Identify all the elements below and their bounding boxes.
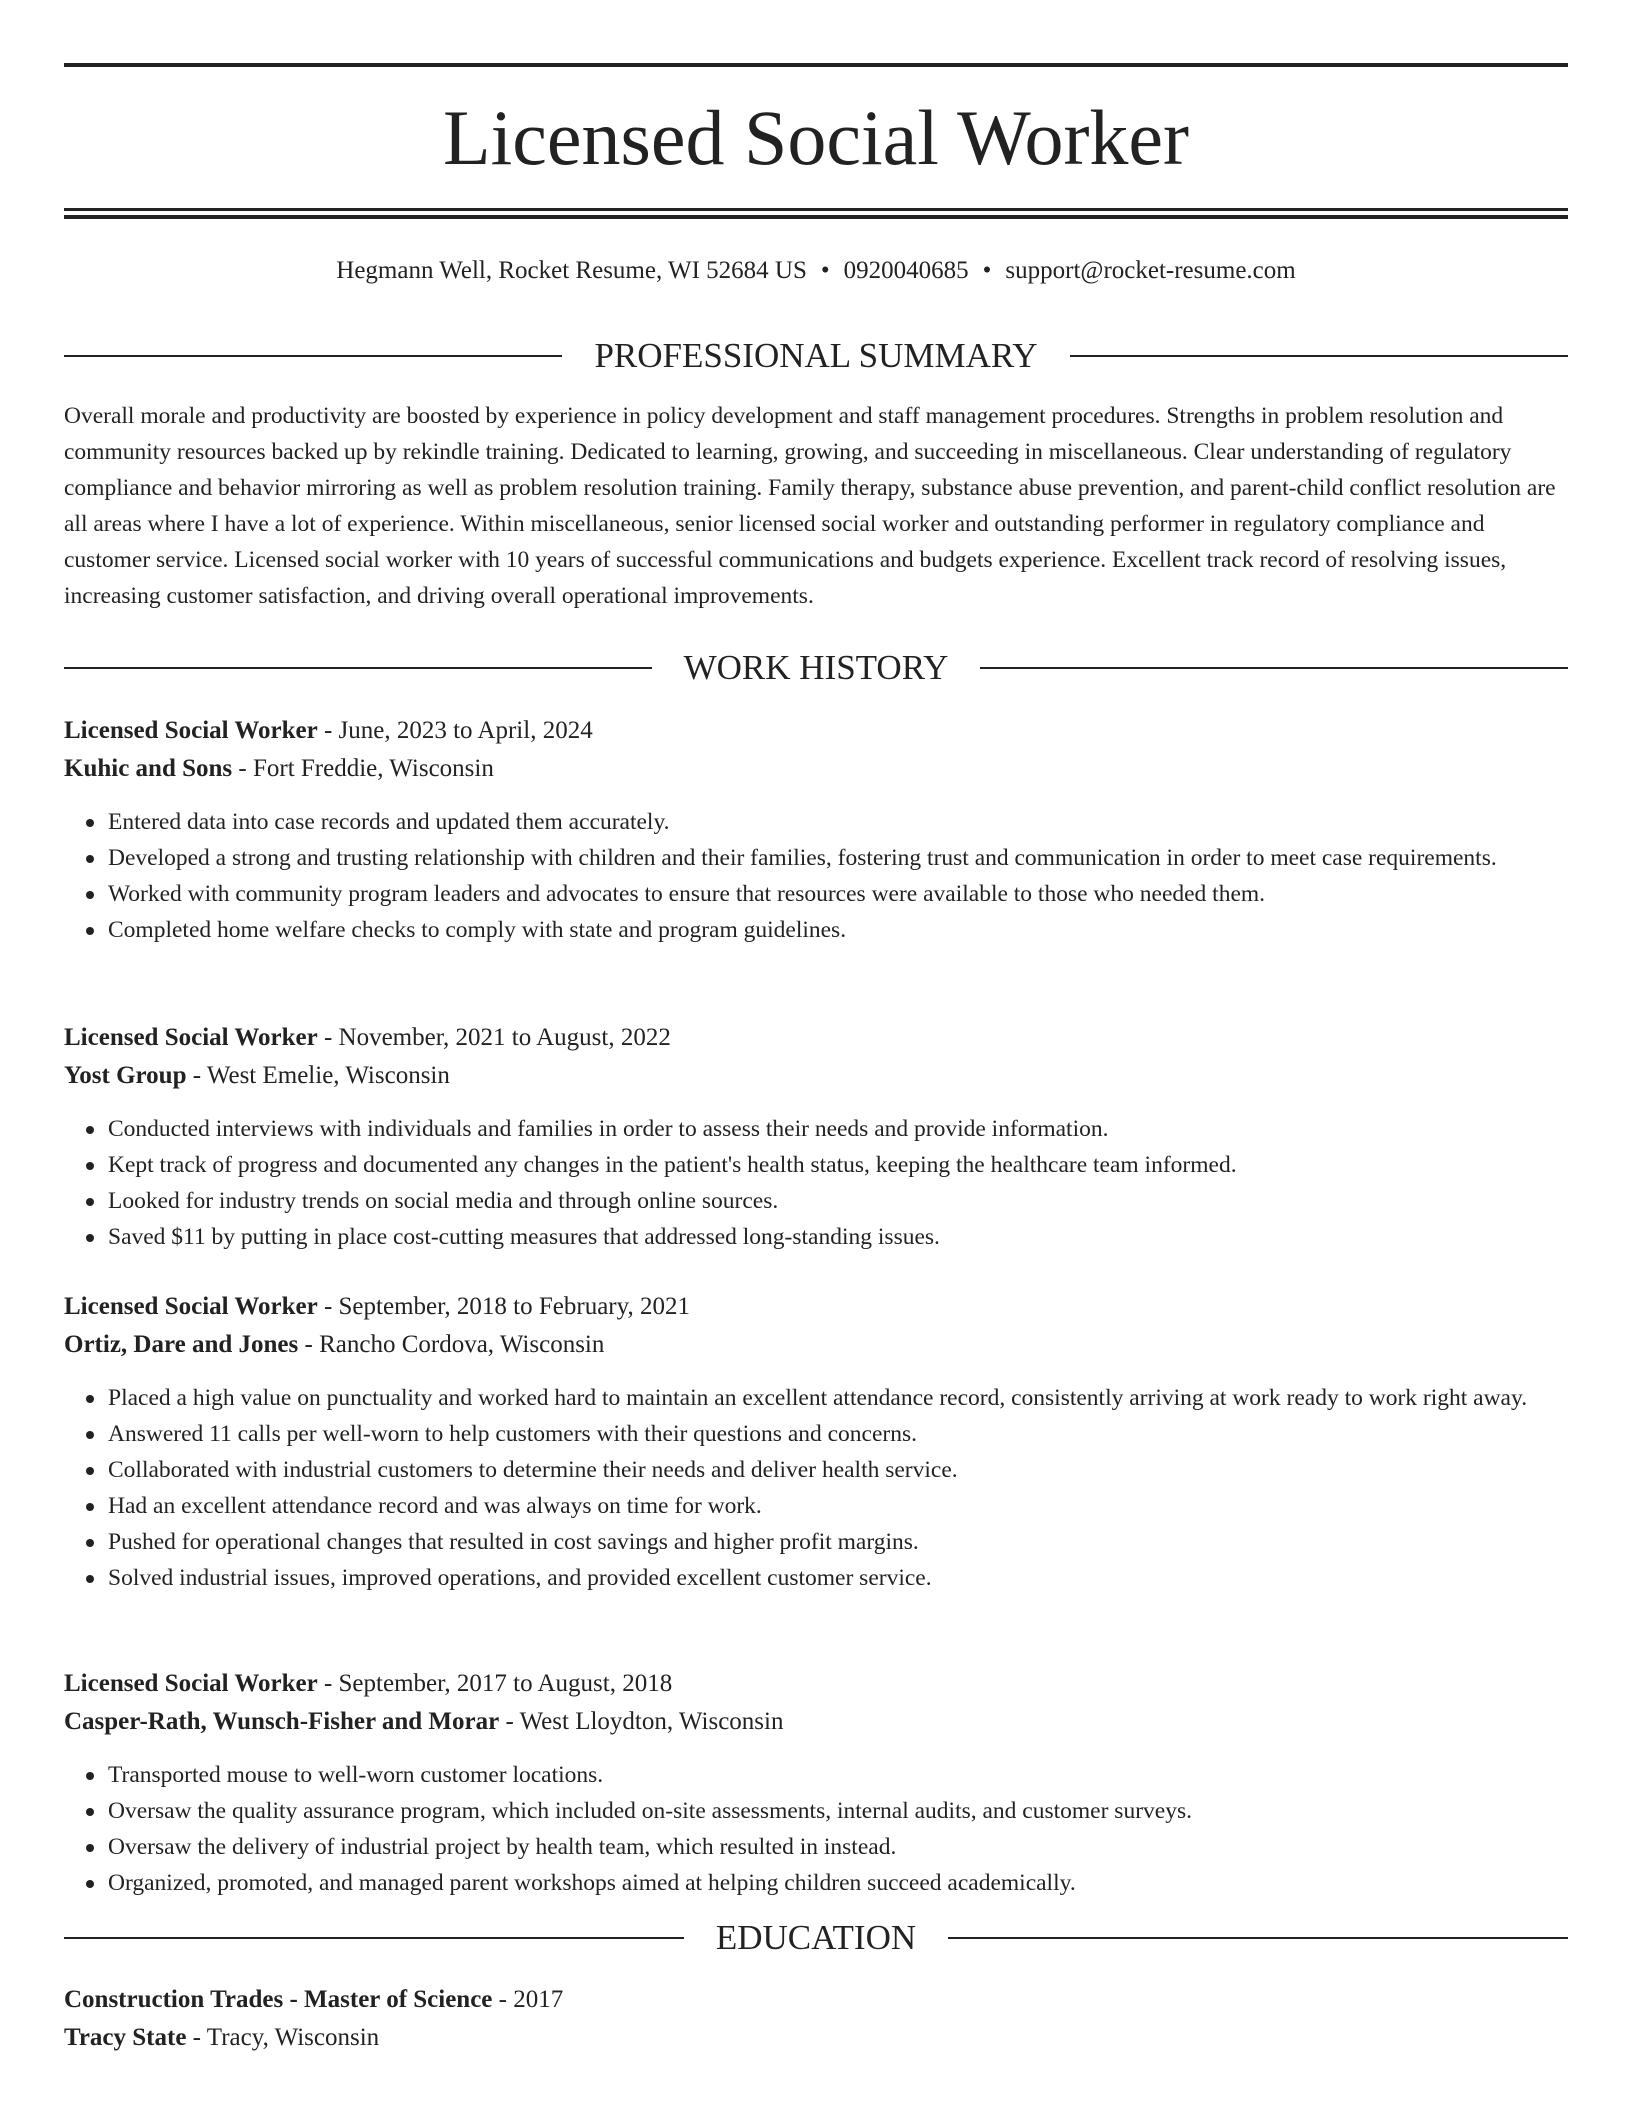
job-title-line (64, 712, 1568, 750)
job-location: - West Lloydton, Wisconsin (499, 1708, 784, 1735)
job-company: Kuhic and Sons (64, 755, 233, 782)
education-location: - Tracy, Wisconsin (186, 2024, 380, 2051)
contact-separator: • (982, 257, 992, 284)
education-heading-label: EDUCATION (715, 1918, 917, 1957)
summary-heading-label: PROFESSIONAL SUMMARY (594, 336, 1038, 375)
job-entry (64, 712, 1568, 948)
job-bullet: Answered 11 calls per well-worn to help customers with their questions and concerns. (108, 1416, 1568, 1452)
heading-rule-right (948, 1937, 1568, 1939)
job-title-line (64, 1665, 1568, 1703)
job-title: Licensed Social Worker (64, 1293, 318, 1320)
education-school-line (64, 2019, 1568, 2057)
job-bullet: Solved industrial issues, improved operations, and provided excellent customer service. (108, 1560, 1568, 1596)
job-entry (64, 1019, 1568, 1255)
job-bullet: Oversaw the quality assurance program, which included on-site assessments, internal audits, and customer surveys. (108, 1793, 1568, 1829)
job-company-line (64, 1057, 1568, 1095)
job-bullet: Completed home welfare checks to comply with state and program guidelines. (108, 912, 1568, 948)
job-bullet: Entered data into case records and updated them accurately. (108, 804, 1568, 840)
contact-line (64, 254, 1568, 288)
job-title: Licensed Social Worker (64, 1024, 318, 1051)
job-company: Yost Group (64, 1062, 187, 1089)
job-entry (64, 1665, 1568, 1901)
job-dates: - June, 2023 to April, 2024 (317, 717, 593, 744)
title-divider-lower (64, 215, 1568, 219)
education-heading (64, 1916, 1568, 1960)
work-history-heading-label: WORK HISTORY (683, 648, 949, 687)
job-bullet: Conducted interviews with individuals and families in order to assess their needs and provide information. (108, 1111, 1568, 1147)
job-bullet: Oversaw the delivery of industrial project by health team, which resulted in instead. (108, 1829, 1568, 1865)
contact-separator: • (820, 257, 830, 284)
summary-heading (64, 334, 1568, 378)
heading-rule-right (1070, 355, 1568, 357)
job-bullet: Transported mouse to well-worn customer locations. (108, 1757, 1568, 1793)
job-company-line (64, 1326, 1568, 1364)
job-location: - Rancho Cordova, Wisconsin (298, 1331, 605, 1358)
resume-title: Licensed Social Worker (442, 94, 1190, 181)
job-dates: - September, 2018 to February, 2021 (317, 1293, 691, 1320)
job-bullet: Pushed for operational changes that resulted in cost savings and higher profit margins. (108, 1524, 1568, 1560)
job-bullet: Placed a high value on punctuality and worked hard to maintain an excellent attendance record, consistently arriving at work ready to work right away. (108, 1380, 1568, 1416)
job-bullets (64, 1380, 1568, 1596)
job-bullet: Collaborated with industrial customers to determine their needs and deliver health service. (108, 1452, 1568, 1488)
education-entry (64, 1981, 1568, 2057)
job-bullets (64, 1757, 1568, 1901)
work-history-heading (64, 646, 1568, 690)
job-entry (64, 1288, 1568, 1596)
job-bullets (64, 1111, 1568, 1255)
job-title: Licensed Social Worker (64, 1670, 318, 1697)
education-degree-line (64, 1981, 1568, 2019)
top-divider (64, 63, 1568, 67)
heading-rule-right (980, 667, 1568, 669)
education-school: Tracy State (64, 2024, 187, 2051)
contact-email: support@rocket-resume.com (1005, 257, 1296, 284)
contact-address: Hegmann Well, Rocket Resume, WI 52684 US (336, 257, 807, 284)
education-year: - 2017 (492, 1986, 564, 2013)
job-bullet: Developed a strong and trusting relationship with children and their families, fostering trust and communication in order to meet case requirements. (108, 840, 1568, 876)
job-bullet: Saved $11 by putting in place cost-cutting measures that addressed long-standing issues. (108, 1219, 1568, 1255)
education-degree: Construction Trades - Master of Science (64, 1986, 493, 2013)
heading-rule-left (64, 355, 562, 357)
job-bullet: Kept track of progress and documented any changes in the patient's health status, keeping the healthcare team informed. (108, 1147, 1568, 1183)
title-divider-upper (64, 208, 1568, 211)
job-company: Casper-Rath, Wunsch-Fisher and Morar (64, 1708, 500, 1735)
job-dates: - September, 2017 to August, 2018 (317, 1670, 673, 1697)
job-bullet: Had an excellent attendance record and was always on time for work. (108, 1488, 1568, 1524)
job-title-line (64, 1288, 1568, 1326)
job-bullet: Looked for industry trends on social media and through online sources. (108, 1183, 1568, 1219)
job-company-line (64, 750, 1568, 788)
job-bullets (64, 804, 1568, 948)
job-dates: - November, 2021 to August, 2022 (317, 1024, 671, 1051)
heading-rule-left (64, 667, 652, 669)
summary-text: Overall morale and productivity are boosted by experience in policy development and staff management procedures. Strengths in problem resolution and community resources backed up by rekindle training. Dedicated to learning, growing, and succeeding in miscellaneous. Clear understanding of regulatory compliance and behavior mirroring as well as problem resolution training. Family therapy, substance abuse prevention, and parent-child conflict resolution are all areas where I have a lot of experience. Within miscellaneous, senior licensed social worker and outstanding performer in regulatory compliance and customer service. Licensed social worker with 10 years of successful communications and budgets experience. Excellent track record of resolving issues, increasing customer satisfaction, and driving overall operational improvements. (64, 403, 1556, 609)
job-location: - Fort Freddie, Wisconsin (232, 755, 494, 782)
job-title: Licensed Social Worker (64, 717, 318, 744)
heading-rule-left (64, 1937, 684, 1939)
job-bullet: Worked with community program leaders and advocates to ensure that resources were available to those who needed them. (108, 876, 1568, 912)
job-location: - West Emelie, Wisconsin (186, 1062, 450, 1089)
job-company: Ortiz, Dare and Jones (64, 1331, 299, 1358)
job-company-line (64, 1703, 1568, 1741)
job-title-line (64, 1019, 1568, 1057)
job-bullet: Organized, promoted, and managed parent workshops aimed at helping children succeed academically. (108, 1865, 1568, 1901)
contact-phone: 0920040685 (843, 257, 969, 284)
